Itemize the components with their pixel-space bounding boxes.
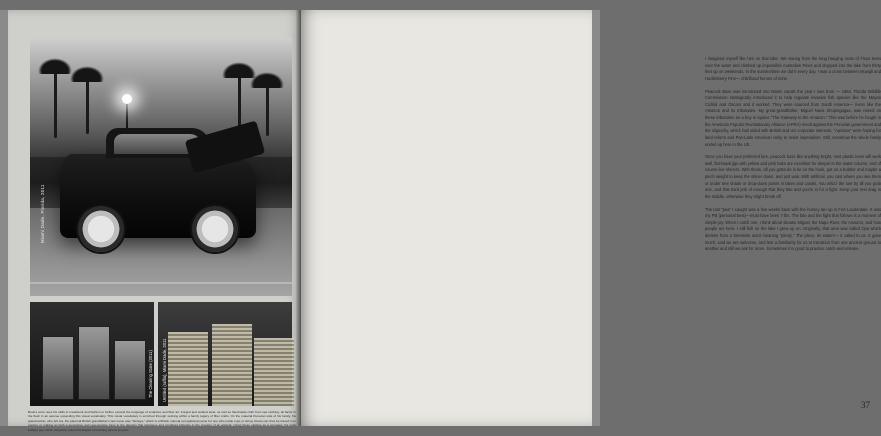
palm-crown-icon	[70, 66, 104, 82]
sculpture-form	[78, 326, 110, 400]
palm-tree-icon	[54, 64, 57, 138]
sculpture-form	[114, 340, 146, 400]
left-page-footer-text	[28, 410, 296, 434]
raffia-figure	[168, 332, 208, 406]
right-page	[301, 10, 881, 426]
page-number: 37	[861, 400, 870, 410]
lower-right-photo-caption: Untitled (raffia), Miami Dade, 2011	[162, 338, 167, 402]
body-paragraph: The last "pea" I caught was a few weeks back with the homey Ian up in Fort Lauderdale. It was my PB (personal best)—must have been 7 lbs. The bite and the fight that follows is a moment of simple joy. When I catch one, I think about situatio Miguel, the Napo River, the Amazon, and how people are here. I still fish on the lake I grew up on. Originally, that area was called Opa which derives from a Seminole word meaning "plenty." The place, its waters— it called to us. It gave much, said we are welcome, and lent a familiarity for us to transition from one ancient ground to another and still we ask for more. Sometimes it is good to practice catch-and-release.	[705, 206, 881, 252]
footer-paragraph: Book's work uses his skills in metalwork and fashion to further expand the language of sculpture and fiber art. Forged and welded steel, as well as handmade cloth from raw clothing, all factor in the flesh in an avenue expanding this visual vocabulary. This visual vocabulary is enriched through working within a family legacy of fiber crafts. On the material Peruvian side of his family, his grandmother, who left Ica, the paternal British grandfather's last name was "Sintaya," which is a British manual occupational name for one who made rope or string. Roots can thus be traced in to explore or making as both a generative and regenerative force in the tapestry that interlaces and combines histories in the creation of an artwork. Using these clashes as a compass, his work bridges geo-within disparate cultural heritages connecting past to present.	[28, 410, 296, 432]
carved-stone-sculptures-photo	[30, 302, 154, 406]
thatched-raffia-figures-photo	[158, 302, 292, 406]
raffia-figure	[254, 338, 294, 406]
street-lamp-icon	[122, 94, 132, 104]
pavement-line	[30, 282, 292, 284]
sculpture-form	[42, 336, 74, 400]
left-page	[8, 10, 301, 432]
body-paragraph: Peacock Bass was introduced into Miami canals the year I was born — 1984. Florida Wildlife Commission strategically introduced it to help regulate invasive fish species like the Mayan Cichlid and Oscars and it worked. They were sourced from South America— rivers like the Amazon and its tributaries. My great-grandfather, Miguel Nava Shupingagua, was raised on these tributaries as a boy in Iquitos "The Gateway to the Amazon." This was before he fought in the American Popular Revolutionary Alliance (APRA) revolt against the Peruvian government and the oligarchy, which had sided with British and US corporate interests. "Apristas" were hoping for land reform and Pan-Latin American Unity to resist imperialism. Still, somehow the whole family ended up here in the US.	[705, 88, 881, 147]
night-parking-lot-car-photo	[30, 38, 292, 296]
chrome-wheel	[192, 206, 238, 252]
body-paragraph: Once you have your preferred lure, peacock bass like anything bright, next plastic lures will work well, flat-hawk jigs with yellow and pink hairs are excellent for deeper in the water column, and of course live shiners. With those, all you gotta do is tie on the hook, put on a bobber and maybe a pinch weight to keep the shiner down, and just wait. With artificial, you cast where you see them or under tree shade or drop-down points in lakes and canals. You whizz the lure by till you grab one, and that hard jerk of enough that they bite and you're in for a fight. Keep your reel drag in the middle, otherwise they might break off.	[705, 154, 881, 199]
car-subject	[60, 154, 256, 238]
body-text-column	[705, 56, 881, 259]
palm-crown-icon	[250, 72, 284, 88]
body-paragraph: I imagined myself like him on that lake. We swung from the long hanging roots of Ficus trees over the water and climbed up impossible Australian Pines and dropped into the lake from thirty feet up on weekends, in the summertime we did it every day. I was a cross between Mowgli and Huckleberry Finn— childhood heroes of mine.	[705, 56, 881, 81]
chrome-wheel	[78, 206, 124, 252]
main-photo-caption: Miami Dade, Florida, 2011	[40, 184, 45, 243]
lower-left-photo-caption: The Clearing State (2011)	[148, 350, 153, 398]
spread-top-edge	[0, 0, 600, 10]
palm-crown-icon	[38, 58, 72, 74]
raffia-figure	[212, 324, 252, 406]
